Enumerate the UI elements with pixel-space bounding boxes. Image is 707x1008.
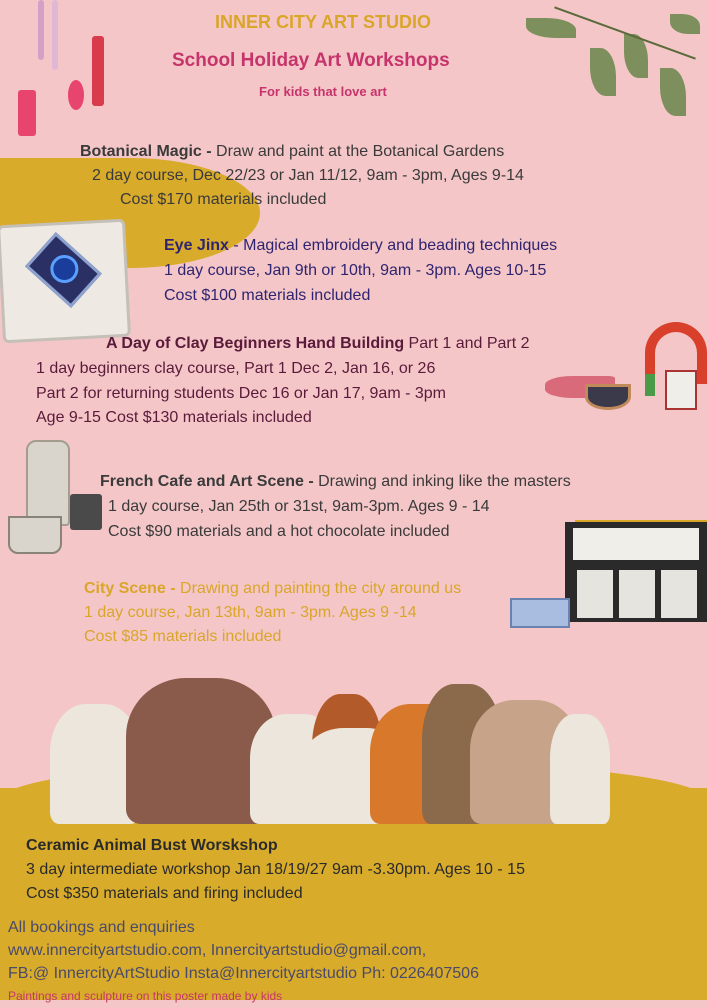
workshop-details: 1 day course, Jan 13th, 9am - 3pm. Ages 9 -14	[84, 604, 417, 621]
workshop-cost: Cost $100 materials included	[164, 287, 371, 304]
tagline: For kids that love art	[259, 84, 387, 99]
workshop-cost: Age 9-15 Cost $130 materials included	[36, 409, 312, 426]
workshop-name: Eye Jinx	[164, 237, 229, 254]
leaves-illustration	[520, 10, 707, 135]
workshop-botanical-magic	[80, 140, 504, 164]
workshop-description: Drawing and inking like the masters	[318, 473, 571, 490]
footer-bookings: All bookings and enquiries	[8, 919, 195, 936]
workshop-city-scene	[84, 577, 461, 601]
footer-social-phone: FB:@ InnercityArtStudio Insta@Innercityartstudio Ph: 0226407506	[8, 965, 479, 982]
footer-website-email: www.innercityartstudio.com, Innercityartstudio@gmail.com,	[8, 942, 427, 959]
studio-name: INNER CITY ART STUDIO	[215, 12, 432, 32]
page-title: School Holiday Art Workshops	[172, 50, 450, 71]
workshop-details: 3 day intermediate workshop Jan 18/19/27 9am -3.30pm. Ages 10 - 15	[26, 861, 525, 878]
ceramic-bottle-image	[26, 440, 70, 526]
workshop-name: Botanical Magic -	[80, 143, 217, 160]
workshop-cost: Cost $350 materials and firing included	[26, 885, 303, 902]
workshop-description: Draw and paint at the Botanical Gardens	[216, 143, 505, 160]
bird-bench-drawing	[510, 598, 570, 628]
workshop-details: 2 day course, Dec 22/23 or Jan 11/12, 9am - 3pm, Ages 9-14	[92, 167, 524, 184]
hanging-mobile-illustration	[8, 0, 108, 150]
workshop-description: Drawing and painting the city around us	[180, 580, 462, 597]
embroidery-artwork-image	[0, 219, 131, 344]
workshop-day-of-clay	[106, 332, 530, 356]
workshop-name: A Day of Clay Beginners Hand Building	[106, 335, 405, 352]
clay-objects-image	[545, 370, 707, 410]
workshop-cost: Cost $170 materials included	[120, 191, 327, 208]
ceramic-cup-image	[8, 516, 62, 554]
workshop-name: City Scene -	[84, 580, 181, 597]
workshop-schedule: Part 2 for returning students Dec 16 or Jan 17, 9am - 3pm	[36, 385, 446, 402]
workshop-cost: Cost $85 materials included	[84, 628, 282, 645]
workshop-description: - Magical embroidery and beading techniques	[228, 237, 558, 254]
workshop-name: French Cafe and Art Scene -	[100, 473, 319, 490]
workshop-eye-jinx	[164, 234, 557, 258]
workshop-details: 1 day course, Jan 9th or 10th, 9am - 3pm. Ages 10-15	[164, 262, 547, 279]
workshop-cost: Cost $90 materials and a hot chocolate included	[108, 523, 450, 540]
workshop-description: Part 1 and Part 2	[404, 335, 530, 352]
ceramic-animal-busts-image	[50, 674, 610, 824]
workshop-french-cafe	[100, 470, 571, 494]
workshop-details: 1 day course, Jan 25th or 31st, 9am-3pm. Ages 9 - 14	[108, 498, 490, 515]
city-shopfront-drawing	[565, 522, 707, 622]
workshop-details: 1 day beginners clay course, Part 1 Dec 2, Jan 16, or 26	[36, 360, 436, 377]
workshop-ceramic-animal-bust: Ceramic Animal Bust Worskshop	[26, 837, 278, 854]
footer-credit: Paintings and sculpture on this poster made by kids	[8, 989, 283, 1003]
ceramic-jar-image	[70, 494, 102, 530]
